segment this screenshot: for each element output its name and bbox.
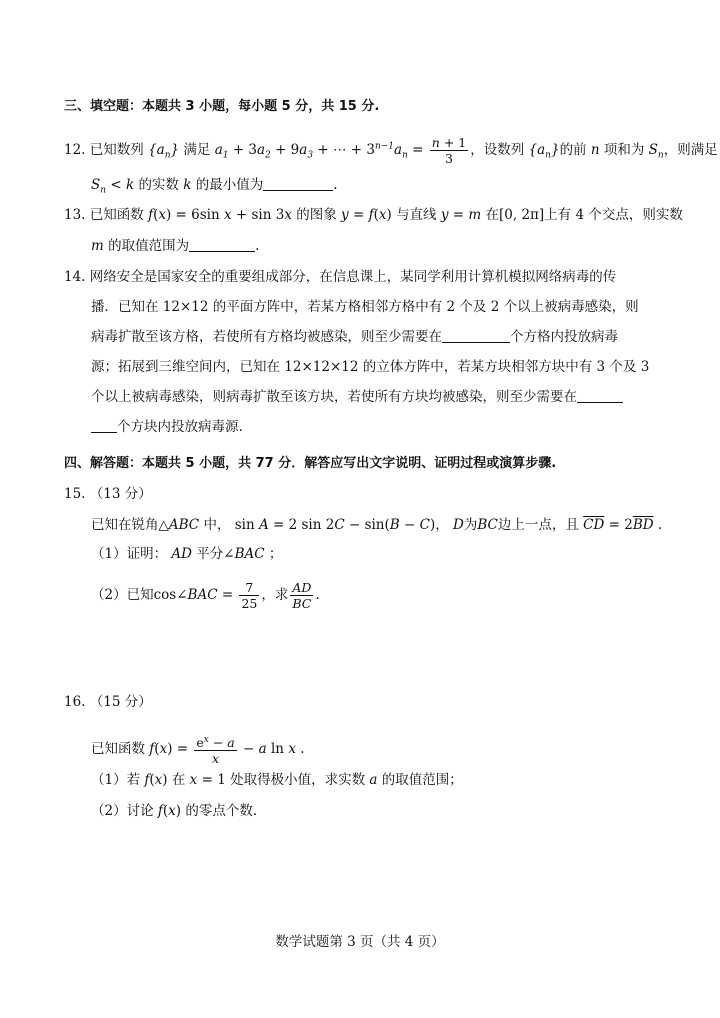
q16-number: 16. — [64, 694, 86, 710]
q13-text: 上有 4 个交点，则实数 — [544, 207, 683, 223]
q12-text: 的实数 — [138, 177, 179, 193]
q16-text: 已知函数 — [91, 741, 145, 758]
q16-part-label: （1）若 — [91, 772, 141, 788]
q13-number: 13. — [64, 207, 86, 223]
q13-text: . — [255, 238, 260, 254]
q15-text: ； — [268, 546, 283, 562]
q14-line-6 — [91, 417, 243, 437]
section-4-title: 四、解答题：本题共 5 小题，共 77 分．解答应写出文字说明、证明过程或演算步骤. — [64, 456, 557, 471]
q15-part-label: （2）已知 — [91, 587, 154, 603]
q15-number: 15. — [64, 486, 86, 502]
q16-part-2: （2）讨论 f(x) 的零点个数. — [91, 803, 258, 819]
q16-score: （15 分） — [89, 694, 152, 710]
q12-line-1: 12. 已知数列 $\{a_n\}$ 满足 $a_1 + 3a_2 + 9a_3$ + ⋯ + $3^{n-1}a_n$ = $\frac{n + 1}{3}$ ，设数列 $\{a_n\}$的前 n 项和为 $S_n$，则满足 — [64, 135, 718, 166]
q14-line-5 — [91, 387, 623, 407]
q15-header — [64, 484, 152, 504]
q14-line-3 — [91, 327, 618, 347]
answer-blank[interactable] — [442, 328, 510, 343]
q16-header — [64, 692, 152, 712]
q13-text: 的图象 — [296, 207, 337, 223]
q14-text: 个方格内投放病毒 — [510, 329, 618, 345]
q15-text: . — [315, 587, 320, 603]
answer-blank[interactable] — [91, 418, 117, 433]
q12-text: . — [333, 177, 338, 193]
q14-text: 个以上被病毒感染，则病毒扩散至该方块，若使所有方块均被感染，则至少需要在 — [91, 389, 577, 405]
q16-fraction: $\frac{e^x - a}{x}$ — [196, 735, 235, 767]
q14-line-4: 源；拓展到三维空间内，已知在 12×12×12 的立体方阵中，若某方块相邻方块中有 3 个及 3 — [91, 359, 650, 375]
page-footer: 数学试题第 3 页（共 4 页） — [275, 934, 445, 950]
q13-text: 在 — [485, 207, 500, 223]
q12-text: 项和为 — [603, 142, 645, 158]
section-3-title: 三、填空题：本题共 3 小题，每小题 5 分，共 15 分. — [64, 99, 380, 114]
q12-line-2: $S_n < k$ 的实数 k 的最小值为 . — [91, 177, 338, 196]
q14-line-2: 播．已知在 12×12 的平面方阵中，若某方格相邻方格中有 2 个及 2 个以上被病毒感染，则 — [91, 299, 639, 315]
q12-fraction: $\frac{n + 1}{3}$ — [431, 135, 467, 166]
q15-fraction-ratio: $\frac{AD}{BC}$ — [292, 580, 312, 611]
q15-text: 已知在锐角 — [91, 517, 159, 533]
answer-blank[interactable] — [263, 176, 333, 191]
q12-text: 满足 — [183, 142, 211, 158]
q14-text: 个方块内投放病毒源. — [117, 419, 243, 435]
q15-stem: 已知在锐角△ABC 中， sin A = 2 sin 2C − sin(B − C)， D为BC边上一点，且 $\overline{CD} = 2\overline{BD}$ . — [91, 517, 663, 533]
q16-text: 在 — [171, 772, 186, 788]
q16-part-label: （2）讨论 — [91, 803, 154, 819]
q16-text: 的取值范围； — [381, 772, 463, 788]
q12-text: ，则满足 — [663, 142, 718, 158]
q16-part-1: （1）若 f(x) 在 x = 1 处取得极小值，求实数 a 的取值范围； — [91, 772, 463, 788]
q14-text: 网络安全是国家安全的重要组成部分，在信息课上，某同学利用计算机模拟网络病毒的传 — [89, 269, 617, 285]
q13-line-2: m 的取值范围为 . — [91, 238, 260, 254]
answer-blank[interactable] — [189, 237, 255, 252]
q12-text: ，设数列 — [470, 142, 525, 158]
q13-line-1: 13. 已知函数 f(x) = 6sin x + sin 3x 的图象 y = f(x) 与直线 y = m 在[0, 2π]上有 4 个交点，则实数 — [64, 207, 683, 223]
q13-text: 的取值范围为 — [108, 238, 190, 254]
q16-text: . — [300, 741, 305, 758]
q15-text: 中， — [203, 517, 231, 533]
q15-text: ， — [435, 517, 449, 533]
q15-text: . — [657, 517, 663, 533]
q15-text: 平分 — [196, 546, 224, 562]
q12-text: 的前 — [559, 142, 587, 158]
q12-number: 12. — [64, 142, 86, 158]
q13-text: 与直线 — [396, 207, 437, 223]
q15-part-label: （1）证明： — [91, 546, 168, 562]
q14-number: 14. — [64, 269, 86, 285]
q16-text: 的零点个数. — [185, 803, 258, 819]
answer-blank[interactable] — [577, 388, 623, 403]
q14-line-1 — [64, 267, 616, 287]
q12-text: 已知数列 — [89, 142, 144, 158]
q15-part-2: （2）已知cos∠BAC = $\frac{7}{25}$ ，求 $\frac{AD}{BC}$ . — [91, 580, 320, 611]
q15-text: 为 — [463, 517, 478, 533]
q15-text: 边上一点，且 — [497, 517, 579, 533]
q16-text: 处取得极小值，求实数 — [230, 772, 366, 788]
q12-text: 的最小值为 — [195, 177, 264, 193]
q15-text: ，求 — [261, 587, 289, 603]
q16-stem: 已知函数 f(x) = $\frac{e^x - a}{x}$ − a ln x . — [91, 735, 305, 767]
q15-part-1: （1）证明： AD 平分∠BAC ； — [91, 546, 283, 562]
q13-text: 已知函数 — [89, 207, 144, 223]
q14-text: 病毒扩散至该方格，若使所有方格均被感染，则至少需要在 — [91, 329, 442, 345]
q15-fraction-cos: $\frac{7}{25}$ — [241, 580, 258, 611]
q15-score: （13 分） — [89, 486, 152, 502]
